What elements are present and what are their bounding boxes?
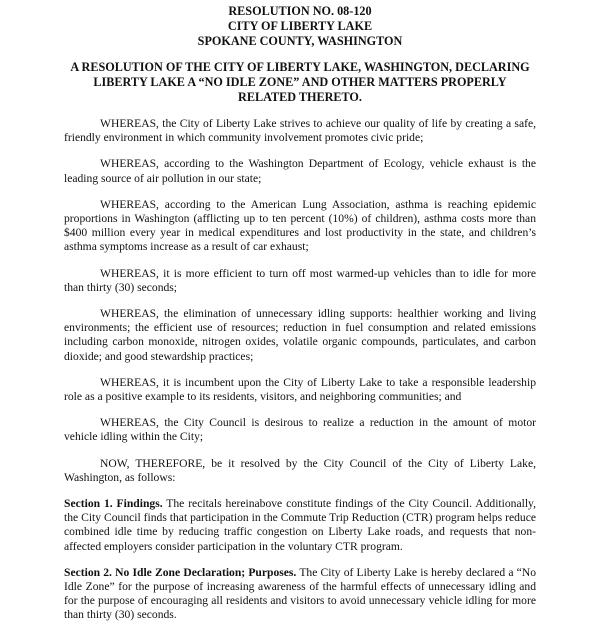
title-line: LIBERTY LAKE A “NO IDLE ZONE” AND OTHER MATTERS PROPERLY: [93, 75, 507, 89]
section-heading: Section 1. Findings.: [64, 497, 163, 511]
whereas-clause: WHEREAS, according to the American Lung Association, asthma is reaching epidemic proportions in Washington (afflicting up to ten percent (10%) of children), asthma costs more than $400 million every year in medical expenditures and lost productivity in the state, and children’s asthma symptoms increase as a result of car exhaust;: [64, 197, 536, 254]
document-header: [64, 4, 536, 49]
whereas-clause: WHEREAS, it is more efficient to turn off most warmed-up vehicles than to idle for more than thirty (30) seconds;: [64, 266, 536, 294]
resolved-clause: NOW, THEREFORE, be it resolved by the City Council of the City of Liberty Lake, Washington, as follows:: [64, 456, 536, 484]
title-line: RELATED THERETO.: [238, 90, 362, 104]
city-name: CITY OF LIBERTY LAKE: [227, 19, 373, 33]
whereas-clause: WHEREAS, the City Council is desirous to realize a reduction in the amount of motor vehicle idling within the City;: [64, 416, 536, 444]
section-findings: [64, 497, 536, 554]
section-heading: Section 2. No Idle Zone Declaration; Purposes.: [64, 565, 297, 579]
section-text: The recitals hereinabove constitute findings of the City Council. Additionally, the City Council finds that participation in the Commute Trip Reduction (CTR) program helps reduce combined idle time by reducing traffic congestion on Liberty Lake roads, and requests that non-affected employers consider participation in the voluntary CTR program.: [64, 497, 536, 553]
resolution-number: RESOLUTION NO. 08-120: [228, 4, 372, 18]
section-text: The City of Liberty Lake is hereby declared a “No Idle Zone” for the purpose of increasing awareness of the harmful effects of unnecessary idling and for the purpose of encouraging all residents and visitors to avoid unnecessary vehicle idling for more than thirty (30) seconds.: [64, 565, 536, 622]
county-state: SPOKANE COUNTY, WASHINGTON: [197, 34, 403, 48]
whereas-clause: WHEREAS, according to the Washington Department of Ecology, vehicle exhaust is the leading source of air pollution in our state;: [64, 157, 536, 185]
whereas-clause: WHEREAS, the elimination of unnecessary idling supports: healthier working and living environments; the efficient use of resources; reduction in fuel consumption and related emissions including carbon monoxide, nitrogen oxides, volatile organic compounds, particulates, and carbon dioxide; and good stewardship practices;: [64, 307, 536, 363]
whereas-clause: WHEREAS, it is incumbent upon the City of Liberty Lake to take a responsible leadership role as a positive example to its residents, visitors, and neighboring communities; and: [64, 375, 536, 404]
section-no-idle-zone: [64, 566, 536, 623]
whereas-clause: WHEREAS, the City of Liberty Lake strives to achieve our quality of life by creating a safe, friendly environment in which community involvement promotes civic pride;: [64, 117, 536, 145]
title-line: A RESOLUTION OF THE CITY OF LIBERTY LAKE, WASHINGTON, DECLARING: [70, 60, 530, 74]
resolution-title: [64, 60, 536, 105]
